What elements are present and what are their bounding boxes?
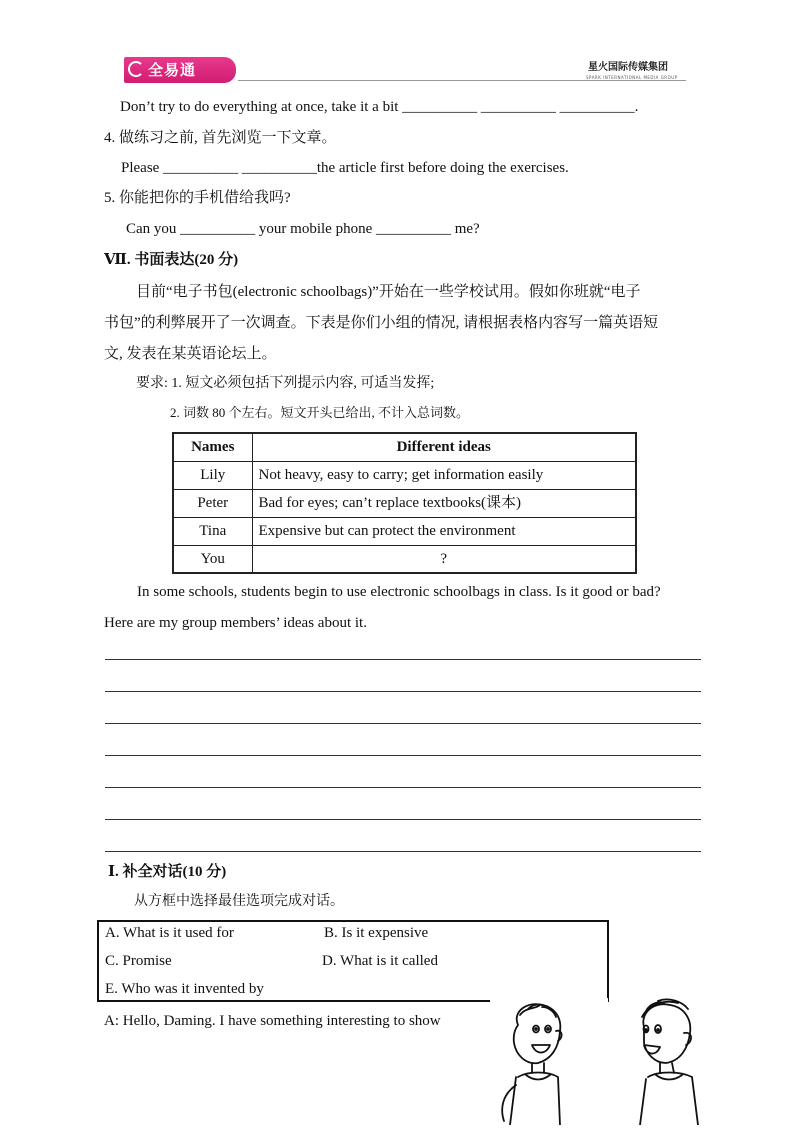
q3-english: Don’t try to do everything at once, take it a bit __________ __________ __________. xyxy=(120,99,639,115)
table-cell-name: Tina xyxy=(173,517,252,545)
writing-line[interactable] xyxy=(105,819,701,820)
ideas-table xyxy=(172,432,637,574)
dialogue-heading: Ⅰ. 补全对话(10 分) xyxy=(108,864,227,880)
writing-line[interactable] xyxy=(105,851,701,852)
writing-line[interactable] xyxy=(105,787,701,788)
brand-logo: 全易通 xyxy=(124,57,236,83)
dialogue-line-a: A: Hello, Daming. I have something interesting to show xyxy=(104,1013,441,1029)
option-c: C. Promise xyxy=(105,953,172,969)
table-cell-name: You xyxy=(173,545,252,573)
option-d: D. What is it called xyxy=(322,953,438,969)
q5-english: Can you __________ your mobile phone __________ me? xyxy=(126,221,480,237)
writing-intro-line1: 目前“电子书包(electronic schoolbags)”开始在一些学校试用。假如你班就“电子 xyxy=(136,284,641,300)
table-header-row xyxy=(173,433,636,461)
q5-chinese: 5. 你能把你的手机借给我吗? xyxy=(104,190,291,206)
writing-opening-line2: Here are my group members’ ideas about it. xyxy=(104,615,367,631)
writing-opening-line1: In some schools, students begin to use electronic schoolbags in class. Is it good or bad? xyxy=(137,584,661,600)
publisher-name: 星火国际传媒集团 xyxy=(588,62,668,73)
logo-swirl-icon xyxy=(128,61,144,77)
writing-line[interactable] xyxy=(105,723,701,724)
writing-line[interactable] xyxy=(105,659,701,660)
writing-line[interactable] xyxy=(105,691,701,692)
header-rule xyxy=(238,80,686,81)
option-b: B. Is it expensive xyxy=(324,925,429,941)
q4-english: Please __________ __________the article first before doing the exercises. xyxy=(121,160,569,176)
requirement-1: 要求: 1. 短文必须包括下列提示内容, 可适当发挥; xyxy=(136,376,435,391)
table-row xyxy=(173,545,636,573)
table-row xyxy=(173,461,636,489)
option-e: E. Who was it invented by xyxy=(105,981,264,997)
table-cell-name: Lily xyxy=(173,461,252,489)
writing-intro-line3: 文, 发表在某英语论坛上。 xyxy=(104,346,277,362)
publisher-name-en: SPARK INTERNATIONAL MEDIA GROUP xyxy=(586,75,678,80)
table-cell-idea: ? xyxy=(252,545,636,573)
requirement-2: 2. 词数 80 个左右。短文开头已给出, 不计入总词数。 xyxy=(170,405,470,420)
option-a: A. What is it used for xyxy=(105,925,234,941)
table-cell-name: Peter xyxy=(173,489,252,517)
table-cell-idea: Expensive but can protect the environment xyxy=(252,517,636,545)
table-header-names: Names xyxy=(173,433,252,461)
q4-chinese: 4. 做练习之前, 首先浏览一下文章。 xyxy=(104,130,337,146)
two-boys-illustration xyxy=(488,995,718,1125)
writing-line[interactable] xyxy=(105,755,701,756)
table-cell-idea: Not heavy, easy to carry; get information easily xyxy=(252,461,636,489)
writing-heading: Ⅶ. 书面表达(20 分) xyxy=(104,252,239,268)
table-row xyxy=(173,489,636,517)
dialogue-instruction: 从方框中选择最佳选项完成对话。 xyxy=(134,894,344,909)
table-header-ideas: Different ideas xyxy=(252,433,636,461)
table-cell-idea: Bad for eyes; can’t replace textbooks(课本) xyxy=(252,489,636,517)
table-row xyxy=(173,517,636,545)
writing-intro-line2: 书包”的利弊展开了一次调查。下表是你们小组的情况, 请根据表格内容写一篇英语短 xyxy=(104,315,659,331)
